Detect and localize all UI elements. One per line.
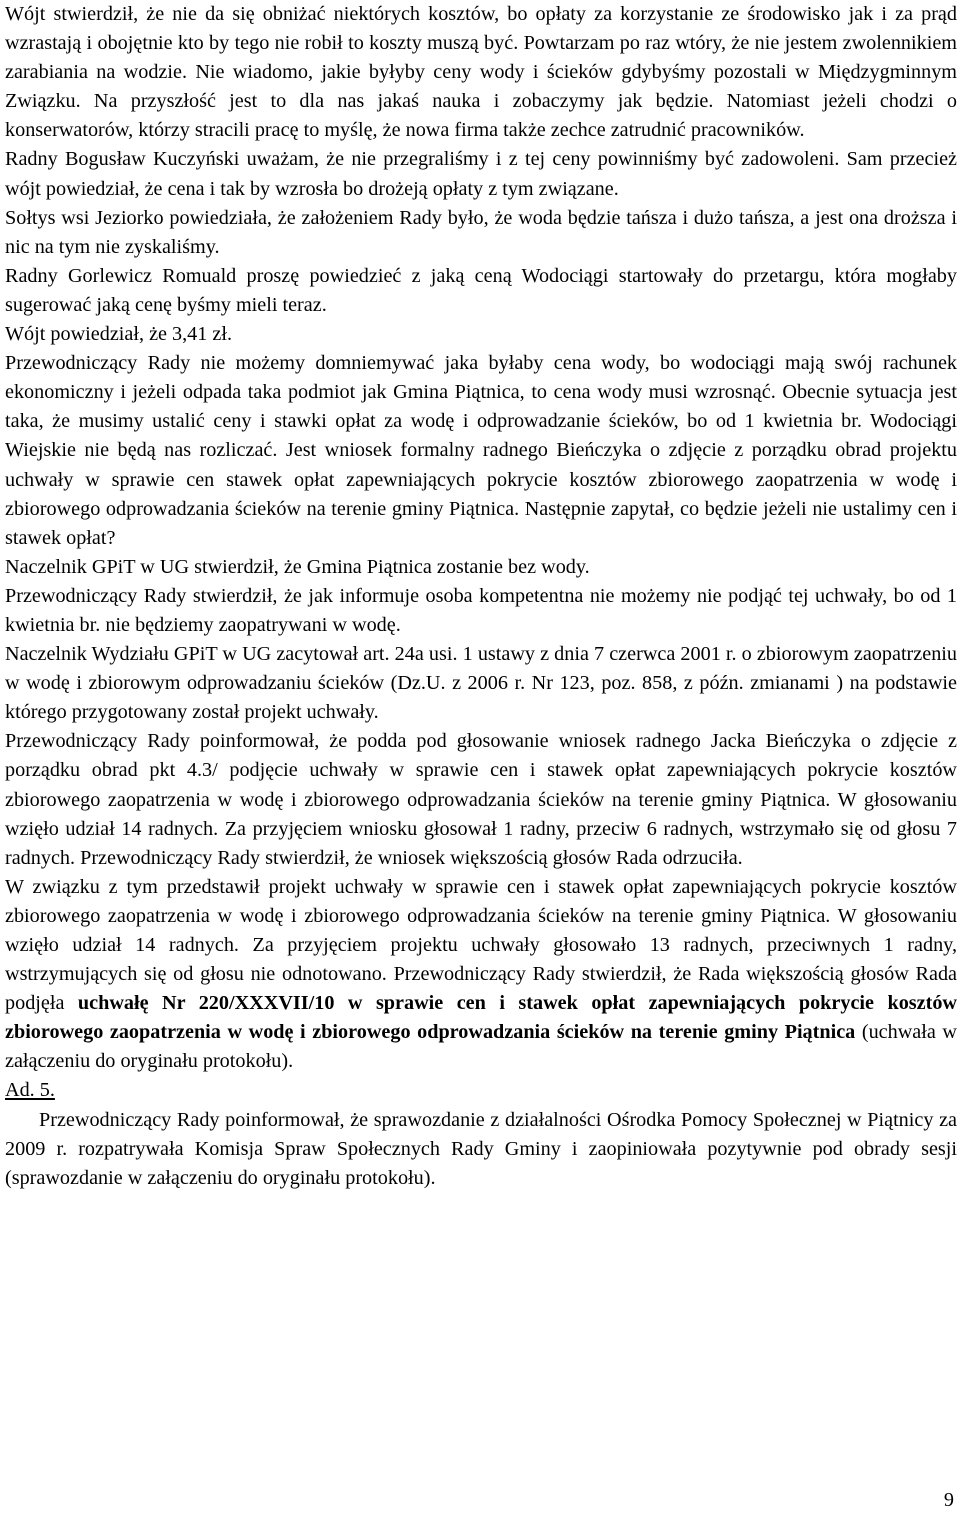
section-heading-text: Ad. 5. — [5, 1079, 55, 1102]
paragraph-wojt-price: Wójt powiedział, że 3,41 zł. — [5, 323, 233, 346]
paragraph-ops-report: Przewodniczący Rady poinformował, że sprawozdanie z działalności Ośrodka Pomocy Społecznej w Piątnicy za 2009 r. rozpatrywała Komisja Spraw Społecznych Rady Gminy i zaopiniowała pozytywnie pod obrady sesji (sprawozdanie w załączeniu do oryginału protokołu). — [5, 1108, 957, 1189]
resolution-text-after: (uchwała w załączeniu do oryginału protokołu). — [5, 1021, 957, 1073]
paragraph-gorlewicz: Radny Gorlewicz Romuald proszę powiedzieć z jaką ceną Wodociągi startowały do przetargu, która mogłaby sugerować jaką cenę byśmy mieli teraz. — [5, 264, 957, 316]
paragraph-chairman-water-price: Przewodniczący Rady nie możemy domniemywać jaka byłaby cena wody, bo wodociągi mają swój rachunek ekonomiczny i jeżeli odpada taka podmiot jak Gmina Piątnica, to cena wody musi wzrosnąć. Obecnie sytuacja jest taka, że musimy ustalić ceny i stawki opłat za wodę i odprowadzanie ścieków, bo od 1 kwietnia br. Wodociągi Wiejskie nie będą nas rozliczać. Jest wniosek formalny radnego Bieńczyka o zdjęcie z porządku obrad projektu uchwały w sprawie cen stawek opłat zapewniających pokrycie kosztów zbiorowego zaopatrzenia w wodę i zbiorowego odprowadzania ścieków na terenie gminy Piątnica. Następnie zapytał, co będzie jeżeli nie ustalimy cen i stawek opłat? — [5, 352, 957, 549]
paragraph-chairman-resolution-need: Przewodniczący Rady stwierdził, że jak informuje osoba kompetentna nie możemy nie podjąć tej uchwały, bo od 1 kwietnia br. nie będziemy zaopatrywani w wodę. — [5, 584, 957, 636]
document-page — [5, 0, 957, 1193]
paragraph-kuczynski: Radny Bogusław Kuczyński uważam, że nie przegraliśmy i z tej ceny powinniśmy być zadowoleni. Sam przecież wójt powiedział, że cena i tak by wzrosła bo drożeją opłaty z tym związane. — [5, 148, 957, 200]
resolution-text-before: W związku z tym przedstawił projekt uchwały w sprawie cen i stawek opłat zapewniających pokrycie kosztów zbiorowego zaopatrzenia w wodę i zbiorowego odprowadzania ścieków na terenie gminy Piątnica. W głosowaniu wzięło udział 14 radnych. Za przyjęciem projektu uchwały głosowało 13 radnych, przeciwnych 1 radny, wstrzymujących się od głosu nie odnotowano. Przewodniczący Rady stwierdził, że Rada większością głosów Rada podjęła — [5, 875, 957, 1015]
resolution-title: uchwałę Nr 220/XXXVII/10 w sprawie cen i stawek opłat zapewniających pokrycie kosztów zbiorowego zaopatrzenia w wodę i zbiorowego odprowadzania ścieków na terenie gminy Piątnica — [5, 992, 957, 1044]
page-number: 9 — [943, 1489, 954, 1511]
paragraph-wojt-costs: Wójt stwierdził, że nie da się obniżać niektórych kosztów, bo opłaty za korzystanie ze środowisko jak i za prąd wzrastają i obojętnie kto by tego nie robił to koszty muszą być. Powtarzam po raz wtóry, że nie jestem zwolennikiem zarabiania na wodzie. Nie wiadomo, jakie byłyby ceny wody i ścieków gdybyśmy pozostali w Międzygminnym Związku. Na przyszłość jest to dla nas jakaś nauka i zobaczymy jak będzie. Natomiast jeżeli chodzi o konserwatorów, którzy stracili pracę to myślę, że nowa firma także zechce zatrudnić pracowników. — [5, 3, 957, 142]
paragraph-naczelnik-gpit: Naczelnik GPiT w UG stwierdził, że Gmina Piątnica zostanie bez wody. — [5, 555, 590, 578]
paragraph-soltys-jeziorko: Sołtys wsi Jeziorko powiedziała, że założeniem Rady było, że woda będzie tańsza i dużo tańsza, a jest ona droższa i nic na tym nie zyskaliśmy. — [5, 206, 957, 258]
paragraph-naczelnik-citation: Naczelnik Wydziału GPiT w UG zacytował art. 24a usi. 1 ustawy z dnia 7 czerwca 2001 r. o zbiorowym zaopatrzeniu w wodę i zbiorowym odprowadzaniu ścieków (Dz.U. z 2006 r. Nr 123, poz. 858, z późn. zmianami ) na podstawie którego przygotowany został projekt uchwały. — [5, 643, 957, 724]
section-heading-ad5 — [5, 1076, 957, 1105]
paragraph-resolution-adopted — [5, 873, 957, 1077]
paragraph-vote-motion: Przewodniczący Rady poinformował, że podda pod głosowanie wniosek radnego Jacka Bieńczyka o zdjęcie z porządku obrad pkt 4.3/ podjęcie uchwały w sprawie cen i stawek opłat zapewniających pokrycie kosztów zbiorowego zaopatrzenia w wodę i zbiorowego odprowadzania ścieków na terenie gminy Piątnica. W głosowaniu wzięło udział 14 radnych. Za przyjęciem wniosku głosował 1 radny, przeciw 6 radnych, wstrzymało się od głosu 7 radnych. Przewodniczący Rady stwierdził, że wniosek większością głosów Rada odrzuciła. — [5, 730, 957, 869]
